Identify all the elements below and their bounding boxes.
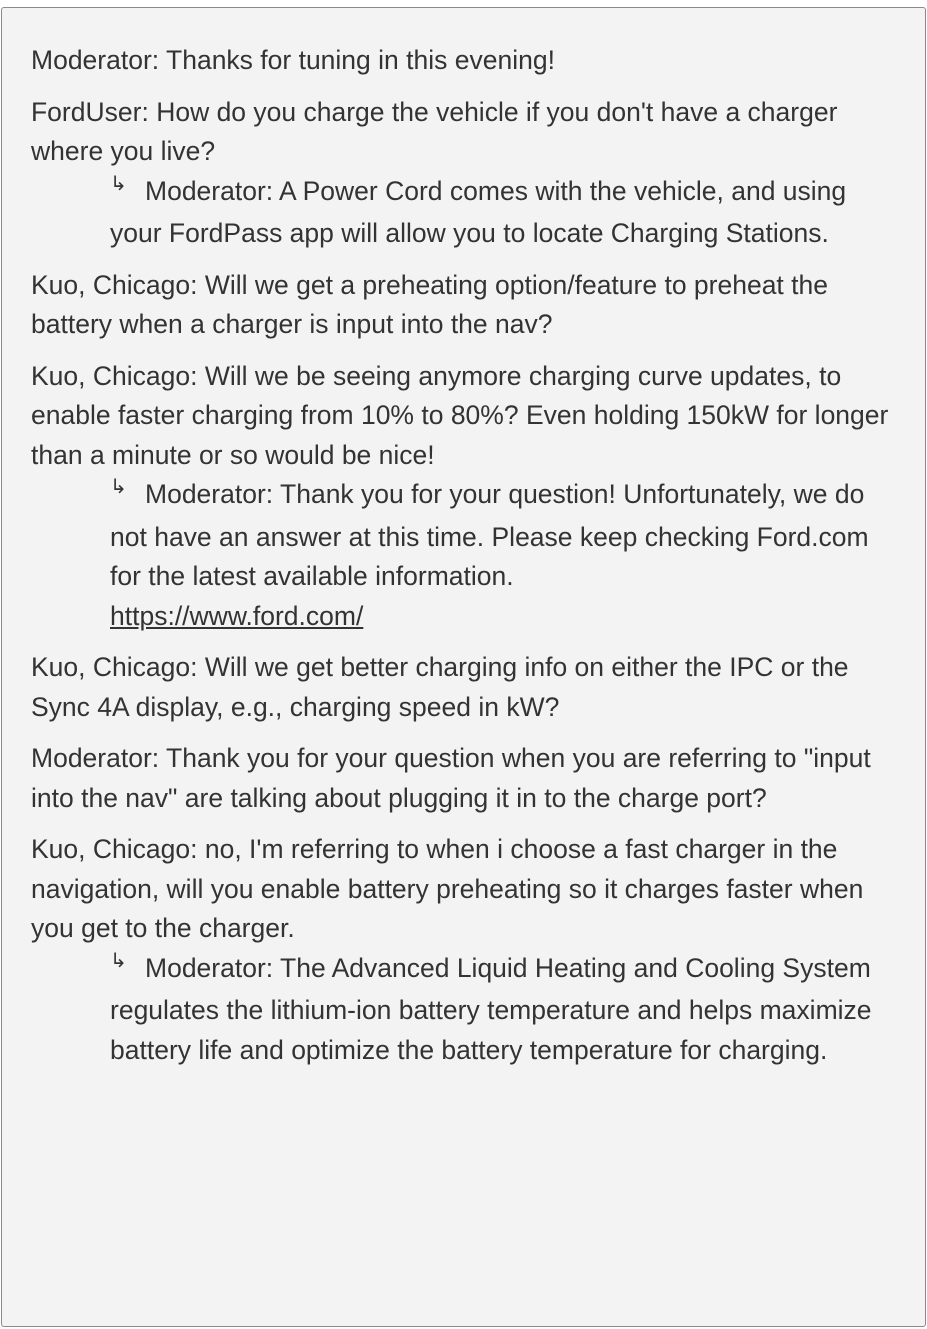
chat-message: Kuo, Chicago: Will we get a preheating option/feature to preheat the battery when a charger is input into the nav? xyxy=(31,269,828,339)
chat-reply: ↳ Moderator: The Advanced Liquid Heating and Cooling System regulates the lithium-ion battery temperature and helps maximize battery life and optimize the battery temperature for charging. xyxy=(110,949,897,1071)
chat-reply: ↳ Moderator: A Power Cord comes with the vehicle, and using your FordPass app will allow you to locate Charging Stations. xyxy=(110,172,897,254)
message-text: How do you charge the vehicle if you don't have a charger where you live? xyxy=(31,96,838,166)
message-author: Moderator xyxy=(145,175,266,206)
message-author: Kuo, Chicago xyxy=(31,834,191,864)
message-text: Thanks for tuning in this evening! xyxy=(166,45,555,75)
message-text: Thank you for your question! Unfortunately, we do not have an answer at this time. Please keep checking Ford.com for the latest available information. xyxy=(110,479,869,591)
message-text: Will we get a preheating option/feature to preheat the battery when a charger is input into the nav? xyxy=(31,269,828,339)
message-author: Kuo, Chicago xyxy=(31,652,191,682)
message-author: Moderator xyxy=(31,45,152,75)
message-text: A Power Cord comes with the vehicle, and using your FordPass app will allow you to locate Charging Stations. xyxy=(110,175,847,248)
message-text: The Advanced Liquid Heating and Cooling System regulates the lithium-ion battery temperature and helps maximize battery life and optimize the battery temperature for charging. xyxy=(110,952,872,1065)
message-text: Will we get better charging info on either the IPC or the Sync 4A display, e.g., charging speed in kW? xyxy=(31,652,849,722)
chat-reply: ↳ Moderator: Thank you for your question! Unfortunately, we do not have an answer at this time. Please keep checking Ford.com for the latest available information. https://www.ford.com/ xyxy=(110,475,897,636)
message-text: Will we be seeing anymore charging curve updates, to enable faster charging from 10% to 80%? Even holding 150kW for longer than a minute or so would be nice! xyxy=(31,360,889,470)
reply-arrow-icon: ↳ xyxy=(110,172,127,195)
chat-message: Kuo, Chicago: Will we get better charging info on either the IPC or the Sync 4A display, e.g., charging speed in kW? xyxy=(31,652,849,722)
ford-website-link[interactable]: https://www.ford.com/ xyxy=(110,600,364,631)
message-author: Kuo, Chicago xyxy=(31,360,191,391)
chat-message: Kuo, Chicago: Will we be seeing anymore charging curve updates, to enable faster charging from 10% to 80%? Even holding 150kW for longer than a minute or so would be nice! xyxy=(31,360,889,470)
reply-arrow-icon: ↳ xyxy=(110,476,127,498)
chat-message: Kuo, Chicago: no, I'm referring to when i choose a fast charger in the navigation, will you enable battery preheating so it charges faster when you get to the charger. xyxy=(31,834,864,943)
message-author: Moderator xyxy=(31,743,152,773)
message-author: FordUser xyxy=(31,96,142,127)
chat-message: Moderator: Thanks for tuning in this evening! xyxy=(31,45,555,75)
message-author: Kuo, Chicago xyxy=(31,269,191,300)
chat-message: FordUser: How do you charge the vehicle if you don't have a charger where you live? xyxy=(31,96,838,166)
message-text: no, I'm referring to when i choose a fast charger in the navigation, will you enable battery preheating so it charges faster when you get to the charger. xyxy=(31,834,864,943)
chat-transcript-panel[interactable] xyxy=(1,7,926,1327)
message-author: Moderator xyxy=(145,952,266,983)
message-text: Thank you for your question when you are referring to "input into the nav" are talking about plugging it in to the charge port? xyxy=(31,743,871,813)
message-author: Moderator xyxy=(145,479,266,509)
reply-arrow-icon: ↳ xyxy=(110,949,127,972)
chat-message: Moderator: Thank you for your question when you are referring to "input into the nav" are talking about plugging it in to the charge port? xyxy=(31,743,871,813)
